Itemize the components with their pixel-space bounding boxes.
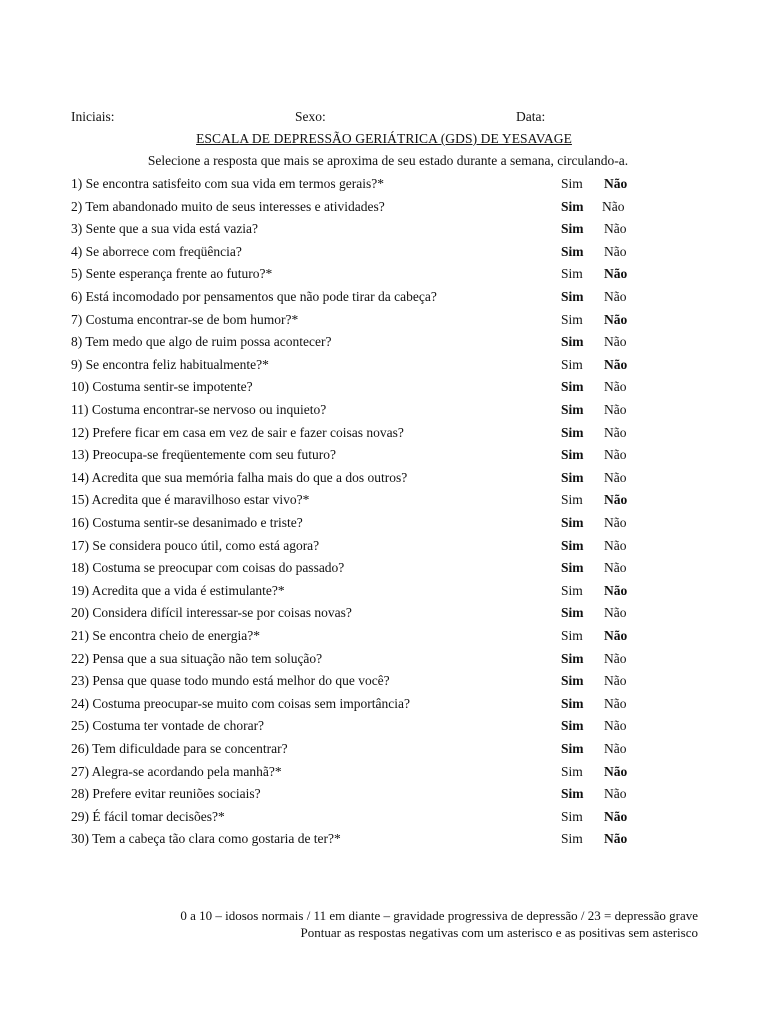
answer-nao[interactable]: Não (604, 289, 627, 304)
answer-sim[interactable]: Sim (561, 402, 584, 417)
answer-nao[interactable]: Não (604, 673, 627, 688)
question-row (71, 764, 671, 784)
question-text: 5) Sente esperança frente ao futuro?* (71, 266, 273, 281)
answer-nao[interactable]: Não (604, 696, 627, 711)
question-text: 25) Costuma ter vontade de chorar? (71, 718, 265, 733)
asterisk-note: Pontuar as respostas negativas com um asterisco e as positivas sem asterisco (300, 925, 698, 940)
answer-sim[interactable]: Sim (561, 831, 583, 846)
answer-nao[interactable]: Não (604, 266, 628, 281)
answer-nao[interactable]: Não (604, 831, 628, 846)
answer-nao[interactable]: Não (604, 515, 627, 530)
answer-sim[interactable]: Sim (561, 447, 584, 462)
answer-nao[interactable]: Não (604, 379, 627, 394)
answer-nao[interactable]: Não (604, 538, 627, 553)
question-text: 26) Tem dificuldade para se concentrar? (71, 741, 288, 756)
question-row (71, 560, 671, 580)
question-text: 30) Tem a cabeça tão clara como gostaria de ter?* (71, 831, 341, 846)
question-row (71, 402, 671, 422)
question-text: 23) Pensa que quase todo mundo está melhor do que você? (71, 673, 390, 688)
question-row (71, 289, 671, 309)
question-text: 8) Tem medo que algo de ruim possa acontecer? (71, 334, 332, 349)
question-text: 28) Prefere evitar reuniões sociais? (71, 786, 261, 801)
question-row (71, 244, 671, 264)
question-text: 9) Se encontra feliz habitualmente?* (71, 357, 269, 372)
question-row (71, 334, 671, 354)
answer-sim[interactable]: Sim (561, 266, 583, 281)
scoring-note: 0 a 10 – idosos normais / 11 em diante – gravidade progressiva de depressão / 23 = depressão grave (180, 908, 698, 923)
answer-sim[interactable]: Sim (561, 357, 583, 372)
question-text: 15) Acredita que é maravilhoso estar vivo?* (71, 492, 310, 507)
answer-nao[interactable]: Não (604, 583, 628, 598)
answer-nao[interactable]: Não (604, 425, 627, 440)
question-text: 17) Se considera pouco útil, como está agora? (71, 538, 320, 553)
answer-nao[interactable]: Não (604, 334, 627, 349)
question-text: 6) Está incomodado por pensamentos que não pode tirar da cabeça? (71, 289, 437, 304)
answer-sim[interactable]: Sim (561, 583, 583, 598)
answer-sim[interactable]: Sim (561, 809, 583, 824)
question-text: 14) Acredita que sua memória falha mais do que a dos outros? (71, 470, 408, 485)
question-row (71, 266, 671, 286)
answer-nao[interactable]: Não (604, 605, 627, 620)
question-row (71, 221, 671, 241)
answer-sim[interactable]: Sim (561, 289, 584, 304)
answer-nao[interactable]: Não (604, 809, 628, 824)
answer-sim[interactable]: Sim (561, 628, 583, 643)
initials-label: Iniciais: (71, 109, 115, 124)
question-text: 10) Costuma sentir-se impotente? (71, 379, 253, 394)
question-text: 4) Se aborrece com freqüência? (71, 244, 242, 259)
answer-nao[interactable]: Não (604, 560, 627, 575)
question-text: 11) Costuma encontrar-se nervoso ou inquieto? (71, 402, 327, 417)
answer-nao[interactable]: Não (604, 741, 627, 756)
answer-sim[interactable]: Sim (561, 379, 584, 394)
answer-sim[interactable]: Sim (561, 199, 584, 214)
question-text: 24) Costuma preocupar-se muito com coisas sem importância? (71, 696, 411, 711)
answer-nao[interactable]: Não (604, 402, 627, 417)
question-text: 2) Tem abandonado muito de seus interesses e atividades? (71, 199, 385, 214)
answer-sim[interactable]: Sim (561, 741, 584, 756)
question-row (71, 718, 671, 738)
question-text: 20) Considera difícil interessar-se por coisas novas? (71, 605, 352, 620)
question-row (71, 741, 671, 761)
answer-sim[interactable]: Sim (561, 244, 584, 259)
answer-sim[interactable]: Sim (561, 718, 584, 733)
answer-nao[interactable]: Não (604, 244, 627, 259)
answer-nao[interactable]: Não (604, 447, 627, 462)
answer-nao[interactable]: Não (604, 786, 627, 801)
question-row (71, 357, 671, 377)
question-row (71, 831, 671, 851)
answer-nao[interactable]: Não (604, 312, 628, 327)
answer-sim[interactable]: Sim (561, 538, 584, 553)
question-text: 21) Se encontra cheio de energia?* (71, 628, 261, 643)
question-row (71, 176, 671, 196)
answer-nao[interactable]: Não (602, 199, 625, 214)
answer-nao[interactable]: Não (604, 651, 627, 666)
question-row (71, 470, 671, 490)
question-row (71, 538, 671, 558)
question-text: 3) Sente que a sua vida está vazia? (71, 221, 259, 236)
instruction-text: Selecione a resposta que mais se aproxima de seu estado durante a semana, circulando-a. (147, 153, 629, 168)
answer-nao[interactable]: Não (604, 357, 628, 372)
sex-label: Sexo: (295, 109, 326, 124)
answer-sim[interactable]: Sim (561, 312, 583, 327)
answer-sim[interactable]: Sim (561, 176, 583, 191)
question-row (71, 605, 671, 625)
question-row (71, 651, 671, 671)
answer-nao[interactable]: Não (604, 176, 628, 191)
question-row (71, 515, 671, 535)
date-label: Data: (516, 109, 546, 124)
question-row (71, 673, 671, 693)
answer-sim[interactable]: Sim (561, 673, 584, 688)
question-text: 16) Costuma sentir-se desanimado e triste? (71, 515, 303, 530)
answer-sim[interactable]: Sim (561, 515, 584, 530)
answer-sim[interactable]: Sim (561, 334, 584, 349)
question-text: 29) É fácil tomar decisões?* (71, 809, 225, 824)
question-row (71, 312, 671, 332)
question-row (71, 583, 671, 603)
answer-sim[interactable]: Sim (561, 560, 584, 575)
question-text: 1) Se encontra satisfeito com sua vida em termos gerais?* (71, 176, 385, 191)
answer-sim[interactable]: Sim (561, 764, 583, 779)
question-row (71, 696, 671, 716)
question-text: 12) Prefere ficar em casa em vez de sair e fazer coisas novas? (71, 425, 404, 440)
question-row (71, 809, 671, 829)
answer-sim[interactable]: Sim (561, 786, 584, 801)
question-row (71, 492, 671, 512)
answer-sim[interactable]: Sim (561, 492, 583, 507)
question-text: 18) Costuma se preocupar com coisas do passado? (71, 560, 345, 575)
answer-nao[interactable]: Não (604, 221, 627, 236)
answer-sim[interactable]: Sim (561, 425, 584, 440)
question-row (71, 199, 671, 219)
question-text: 27) Alegra-se acordando pela manhã?* (71, 764, 282, 779)
answer-nao[interactable]: Não (604, 470, 627, 485)
question-text: 22) Pensa que a sua situação não tem solução? (71, 651, 323, 666)
answer-sim[interactable]: Sim (561, 470, 584, 485)
answer-sim[interactable]: Sim (561, 696, 584, 711)
question-row (71, 379, 671, 399)
answer-nao[interactable]: Não (604, 764, 628, 779)
question-text: 7) Costuma encontrar-se de bom humor?* (71, 312, 299, 327)
question-text: 19) Acredita que a vida é estimulante?* (71, 583, 285, 598)
answer-nao[interactable]: Não (604, 718, 627, 733)
answer-nao[interactable]: Não (604, 628, 628, 643)
question-row (71, 447, 671, 467)
question-row (71, 786, 671, 806)
answer-sim[interactable]: Sim (561, 605, 584, 620)
question-row (71, 425, 671, 445)
answer-sim[interactable]: Sim (561, 221, 584, 236)
answer-nao[interactable]: Não (604, 492, 628, 507)
answer-sim[interactable]: Sim (561, 651, 584, 666)
question-text: 13) Preocupa-se freqüentemente com seu futuro? (71, 447, 337, 462)
question-row (71, 628, 671, 648)
document-title: ESCALA DE DEPRESSÃO GERIÁTRICA (GDS) DE YESAVAGE (196, 131, 572, 146)
